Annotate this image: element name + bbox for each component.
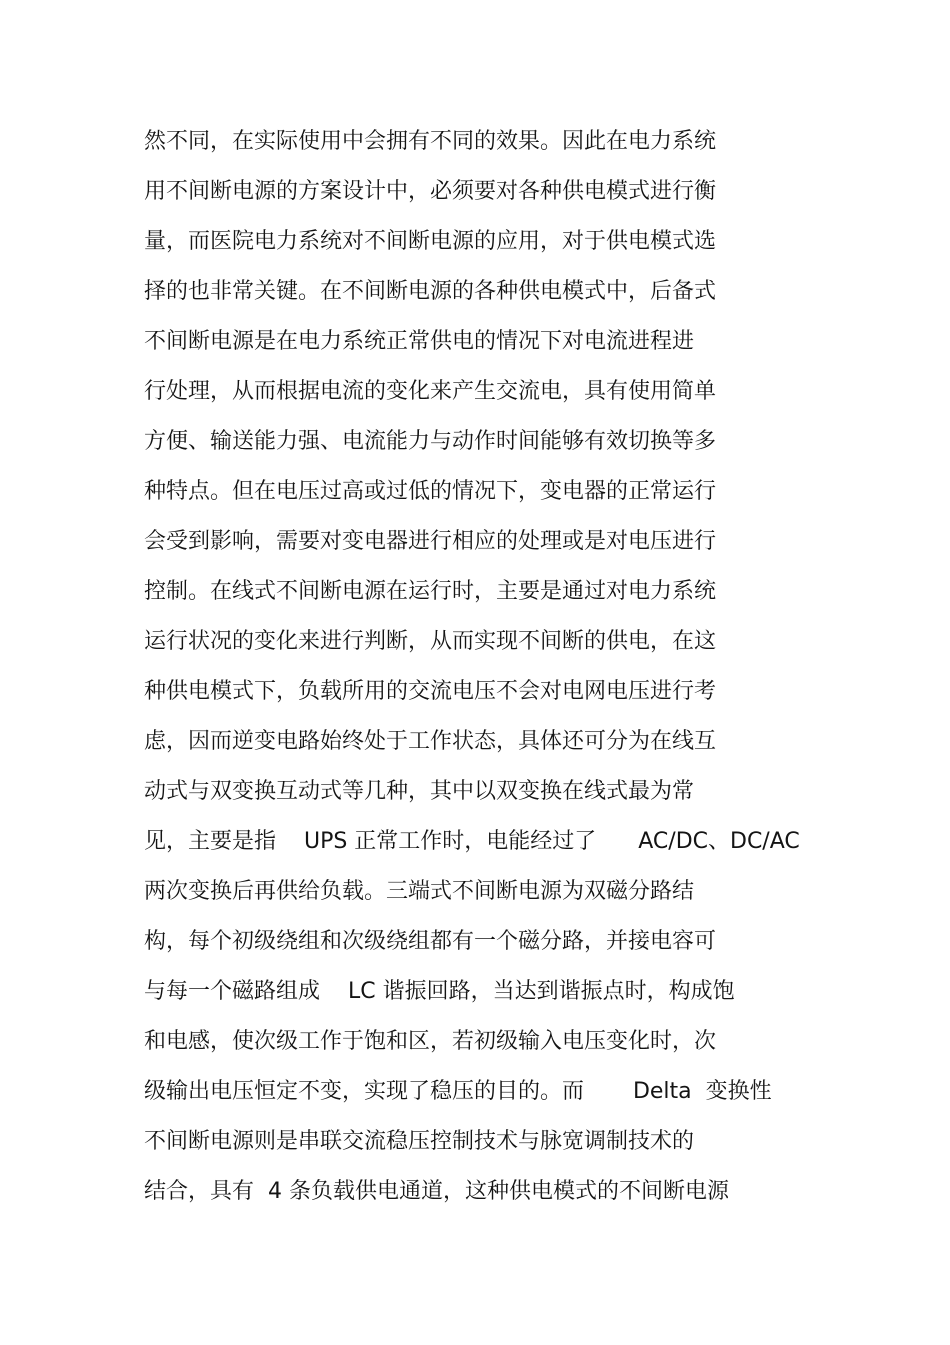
text-line: 两次变换后再供给负载。三端式不间断电源为双磁分路结 <box>144 879 695 904</box>
text-line: 和电感，使次级工作于饱和区，若初级输入电压变化时，次 <box>144 1029 717 1054</box>
text-line: 会受到影响，需要对变电器进行相应的处理或是对电压进行 <box>144 529 717 554</box>
text-line: 种供电模式下，负载所用的交流电压不会对电网电压进行考 <box>144 679 717 704</box>
text-line: 量，而医院电力系统对不间断电源的应用，对于供电模式选 <box>144 229 717 254</box>
text-line: 见，主要是指 UPS 正常工作时，电能经过了 AC/DC、DC/AC <box>144 829 800 854</box>
text-line: 不间断电源则是串联交流稳压控制技术与脉宽调制技术的 <box>144 1129 695 1154</box>
text-line: 控制。在线式不间断电源在运行时，主要是通过对电力系统 <box>144 579 717 604</box>
body-text <box>144 125 844 1225</box>
text-line: 结合，具有 4 条负载供电通道，这种供电模式的不间断电源 <box>144 1179 729 1204</box>
text-line: 动式与双变换互动式等几种，其中以双变换在线式最为常 <box>144 779 695 804</box>
text-line: 用不间断电源的方案设计中，必须要对各种供电模式进行衡 <box>144 179 717 204</box>
text-line: 行处理，从而根据电流的变化来产生交流电，具有使用简单 <box>144 379 717 404</box>
text-line: 然不同，在实际使用中会拥有不同的效果。因此在电力系统 <box>144 129 717 154</box>
text-line: 运行状况的变化来进行判断，从而实现不间断的供电，在这 <box>144 629 717 654</box>
text-line: 与每一个磁路组成 LC 谐振回路，当达到谐振点时，构成饱 <box>144 979 735 1004</box>
text-line: 择的也非常关键。在不间断电源的各种供电模式中，后备式 <box>144 279 717 304</box>
text-line: 方便、输送能力强、电流能力与动作时间能够有效切换等多 <box>144 429 717 454</box>
text-line: 构，每个初级绕组和次级绕组都有一个磁分路，并接电容可 <box>144 929 717 954</box>
text-line: 级输出电压恒定不变，实现了稳压的目的。而 Delta 变换性 <box>144 1079 772 1104</box>
text-line: 虑，因而逆变电路始终处于工作状态，具体还可分为在线互 <box>144 729 717 754</box>
text-line: 不间断电源是在电力系统正常供电的情况下对电流进程进 <box>144 329 695 354</box>
text-line: 种特点。但在电压过高或过低的情况下，变电器的正常运行 <box>144 479 717 504</box>
